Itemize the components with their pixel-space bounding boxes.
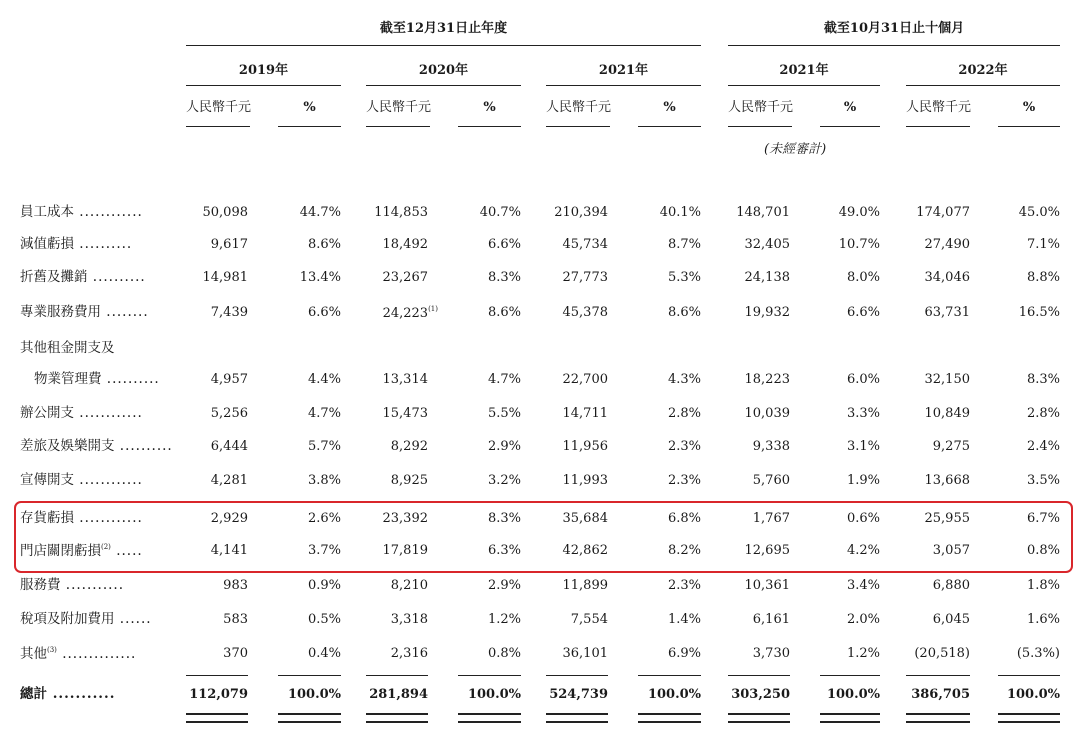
row-label [20, 206, 143, 220]
footnote-marker: (2) [101, 543, 111, 551]
header-group-year-ended-dec: 截至12月31日止年度 [379, 21, 508, 36]
row-label-text: 總計 [20, 686, 47, 702]
unit-rule [638, 126, 701, 127]
row-label [20, 407, 143, 421]
leader-dots: ............ [74, 510, 143, 526]
amount-cell: 174,077 [916, 205, 970, 220]
percent-cell: 6.8% [667, 511, 701, 526]
unit-rule [906, 126, 970, 127]
percent-cell: 10.7% [838, 237, 880, 252]
row-label [20, 544, 143, 559]
amount-cell: 22,700 [562, 372, 608, 387]
amount-cell: 14,981 [202, 270, 248, 285]
amount-cell: 11,956 [562, 439, 608, 454]
percent-cell: 8.3% [1026, 372, 1060, 387]
footnote-marker: (1) [428, 305, 438, 313]
amount-cell: 11,899 [562, 578, 608, 593]
percent-cell: 2.3% [667, 473, 701, 488]
percent-cell: 2.8% [1026, 406, 1060, 421]
row-label [20, 688, 115, 702]
unit-header-amount: 人民幣千元 [546, 100, 612, 115]
percent-cell: 100.0% [647, 687, 701, 702]
amount-cell: 12,695 [744, 543, 790, 558]
total-top-rule [820, 675, 880, 676]
percent-cell: 6.6% [846, 305, 880, 320]
amount-cell: 42,862 [562, 543, 608, 558]
percent-cell: 6.6% [307, 305, 341, 320]
percent-cell: 8.0% [846, 270, 880, 285]
row-label-text: 服務費 [20, 577, 61, 593]
percent-cell: 8.8% [1026, 270, 1060, 285]
percent-cell: 2.8% [667, 406, 701, 421]
total-top-rule [638, 675, 701, 676]
row-label [20, 238, 132, 252]
row-label-text: 專業服務費用 [20, 304, 101, 320]
amount-cell: 5,256 [210, 406, 248, 421]
percent-cell: 0.6% [846, 511, 880, 526]
amount-cell: 34,046 [924, 270, 970, 285]
percent-cell: 2.3% [667, 578, 701, 593]
leader-dots: .......... [74, 236, 133, 252]
leader-dots: .......... [87, 269, 146, 285]
percent-cell: 16.5% [1018, 305, 1060, 320]
amount-cell: 10,849 [924, 406, 970, 421]
percent-cell: 8.6% [307, 237, 341, 252]
unit-rule [546, 126, 610, 127]
year-rule [728, 85, 880, 86]
percent-cell: 8.6% [667, 305, 701, 320]
total-double-rule [366, 713, 428, 715]
unit-header-percent: % [303, 100, 316, 115]
total-double-rule [728, 713, 790, 715]
total-double-rule [278, 721, 341, 723]
year-header-2021-ten-months: 2021年 [779, 63, 829, 78]
row-label-text: 其他租金開支及 [20, 340, 115, 356]
percent-cell: 3.2% [487, 473, 521, 488]
total-double-rule [906, 721, 970, 723]
unit-header-percent: % [663, 100, 676, 115]
percent-cell: 2.6% [307, 511, 341, 526]
amount-cell: 9,275 [932, 439, 970, 454]
percent-cell: 2.9% [487, 439, 521, 454]
percent-cell: 4.7% [307, 406, 341, 421]
total-top-rule [728, 675, 790, 676]
row-label [20, 271, 146, 285]
amount-cell: 27,490 [924, 237, 970, 252]
amount-cell: 19,932 [744, 305, 790, 320]
amount-cell: 6,880 [932, 578, 970, 593]
year-rule [906, 85, 1060, 86]
amount-cell: 303,250 [731, 687, 790, 702]
amount-cell: 23,267 [382, 270, 428, 285]
year-rule [546, 85, 701, 86]
percent-cell: 4.7% [487, 372, 521, 387]
percent-cell: 5.7% [307, 439, 341, 454]
unit-header-percent: % [483, 100, 496, 115]
row-label-text: 宣傳開支 [20, 472, 74, 488]
total-top-rule [998, 675, 1060, 676]
amount-cell: 583 [223, 612, 248, 627]
unit-header-amount: 人民幣千元 [366, 100, 432, 115]
row-label [20, 342, 115, 356]
percent-cell: 2.4% [1026, 439, 1060, 454]
percent-cell: 4.2% [846, 543, 880, 558]
total-double-rule [186, 713, 248, 715]
amount-cell: 8,210 [390, 578, 428, 593]
amount-cell: 10,361 [744, 578, 790, 593]
row-label-text: 員工成本 [20, 204, 74, 220]
percent-cell: 40.7% [479, 205, 521, 220]
total-double-rule [186, 721, 248, 723]
percent-cell: 6.3% [487, 543, 521, 558]
percent-cell: 100.0% [1006, 687, 1060, 702]
percent-cell: 5.3% [667, 270, 701, 285]
leader-dots: .......... [114, 438, 173, 454]
year-header-2020: 2020年 [418, 63, 469, 78]
amount-cell: 9,338 [752, 439, 790, 454]
row-label-text: 減值虧損 [20, 236, 74, 252]
percent-cell: 3.4% [846, 578, 880, 593]
amount-cell: (20,518) [914, 646, 970, 661]
amount-cell: 32,150 [924, 372, 970, 387]
percent-cell: 1.8% [1026, 578, 1060, 593]
percent-cell: 2.0% [846, 612, 880, 627]
row-label-text: 差旅及娛樂開支 [20, 438, 115, 454]
leader-dots: ........ [101, 304, 149, 320]
amount-cell: 45,734 [562, 237, 608, 252]
header-group-ten-months-oct: 截至10月31日止十個月 [823, 21, 965, 36]
percent-cell: 7.1% [1026, 237, 1060, 252]
amount-cell: 386,705 [911, 687, 970, 702]
percent-cell: 0.9% [307, 578, 341, 593]
amount-cell: 35,684 [562, 511, 608, 526]
amount-cell: 6,161 [752, 612, 790, 627]
amount-cell: 50,098 [202, 205, 248, 220]
total-double-rule [458, 721, 521, 723]
percent-cell: 3.1% [846, 439, 880, 454]
amount-cell: 7,439 [210, 305, 248, 320]
row-label-text: 存貨虧損 [20, 510, 74, 526]
amount-cell: 114,853 [374, 205, 428, 220]
amount-cell: 7,554 [570, 612, 608, 627]
total-top-rule [366, 675, 428, 676]
percent-cell: 8.6% [487, 305, 521, 320]
total-double-rule [638, 721, 701, 723]
year-rule [366, 85, 521, 86]
amount-cell: 13,668 [924, 473, 970, 488]
percent-cell: 1.9% [846, 473, 880, 488]
percent-cell: 2.3% [667, 439, 701, 454]
row-label [20, 474, 143, 488]
amount-cell: 63,731 [924, 305, 970, 320]
amount-cell: 27,773 [562, 270, 608, 285]
total-double-rule [820, 721, 880, 723]
amount-cell: 4,957 [210, 372, 248, 387]
percent-cell: 44.7% [299, 205, 341, 220]
amount-cell: 10,039 [744, 406, 790, 421]
amount-cell: 18,492 [382, 237, 428, 252]
total-double-rule [278, 713, 341, 715]
row-label [20, 579, 124, 593]
unit-rule [278, 126, 341, 127]
unit-rule [820, 126, 880, 127]
percent-cell: 1.2% [487, 612, 521, 627]
leader-dots: ..... [110, 543, 143, 559]
amount-cell: 13,314 [382, 372, 428, 387]
total-double-rule [458, 713, 521, 715]
percent-cell: 45.0% [1018, 205, 1060, 220]
amount-cell: 32,405 [744, 237, 790, 252]
unit-header-amount: 人民幣千元 [728, 100, 794, 115]
row-label-text: 稅項及附加費用 [20, 611, 115, 627]
total-double-rule [546, 713, 608, 715]
amount-cell: 281,894 [369, 687, 428, 702]
leader-dots: ........... [47, 686, 116, 702]
year-rule [186, 85, 341, 86]
total-top-rule [458, 675, 521, 676]
percent-cell: 8.7% [667, 237, 701, 252]
year-header-2021: 2021年 [598, 63, 649, 78]
unit-header-percent: % [843, 100, 857, 115]
total-double-rule [366, 721, 428, 723]
row-label-text: 物業管理費 [34, 371, 102, 387]
total-top-rule [906, 675, 970, 676]
amount-cell: 8,925 [390, 473, 428, 488]
amount-cell: 17,819 [382, 543, 428, 558]
group2-rule [728, 45, 1060, 46]
total-double-rule [998, 721, 1060, 723]
amount-cell: 3,057 [932, 543, 970, 558]
leader-dots: ............ [74, 204, 143, 220]
unit-rule [366, 126, 430, 127]
percent-cell: 6.0% [846, 372, 880, 387]
leader-dots: .......... [101, 371, 160, 387]
percent-cell: (5.3%) [1016, 646, 1060, 661]
percent-cell: 0.5% [307, 612, 341, 627]
amount-cell: 4,281 [210, 473, 248, 488]
percent-cell: 3.8% [307, 473, 341, 488]
amount-cell: 25,955 [924, 511, 970, 526]
row-label [20, 512, 143, 526]
amount-cell: 524,739 [549, 687, 608, 702]
total-top-rule [546, 675, 608, 676]
amount-cell: 23,392 [382, 511, 428, 526]
year-header-2019: 2019年 [238, 63, 289, 78]
amount-cell: 14,711 [562, 406, 608, 421]
percent-cell: 1.2% [846, 646, 880, 661]
unit-header-amount: 人民幣千元 [186, 100, 252, 115]
unit-header-percent: % [1022, 100, 1036, 115]
percent-cell: 8.2% [667, 543, 701, 558]
leader-dots: ........... [60, 577, 124, 593]
amount-cell: 2,316 [390, 646, 428, 661]
leader-dots: ............ [74, 472, 143, 488]
percent-cell: 3.3% [846, 406, 880, 421]
amount-cell: 2,929 [210, 511, 248, 526]
total-double-rule [728, 721, 790, 723]
percent-cell: 100.0% [826, 687, 880, 702]
amount-cell: 45,378 [562, 305, 608, 320]
percent-cell: 6.6% [487, 237, 521, 252]
percent-cell: 100.0% [467, 687, 521, 702]
row-label-text: 辦公開支 [20, 405, 74, 421]
row-label [34, 373, 160, 387]
unit-header-amount: 人民幣千元 [906, 100, 972, 115]
amount-cell: 1,767 [752, 511, 790, 526]
percent-cell: 0.8% [487, 646, 521, 661]
leader-dots: .............. [56, 646, 137, 662]
total-top-rule [186, 675, 248, 676]
percent-cell: 6.7% [1026, 511, 1060, 526]
percent-cell: 0.8% [1026, 543, 1060, 558]
amount-cell: 6,045 [932, 612, 970, 627]
amount-cell: 24,223$^{(1)}$ [382, 305, 438, 321]
row-label [20, 647, 136, 662]
amount-cell: 24,138 [744, 270, 790, 285]
unit-rule [458, 126, 521, 127]
percent-cell: 40.1% [659, 205, 701, 220]
leader-dots: ............ [74, 405, 143, 421]
year-header-2022: 2022年 [958, 63, 1008, 78]
amount-cell: 112,079 [189, 687, 248, 702]
percent-cell: 1.4% [667, 612, 701, 627]
row-label [20, 613, 152, 627]
percent-cell: 4.4% [307, 372, 341, 387]
row-label-text: 其他 [20, 646, 47, 662]
amount-cell: 5,760 [752, 473, 790, 488]
total-double-rule [546, 721, 608, 723]
amount-cell: 6,444 [210, 439, 248, 454]
total-double-rule [820, 713, 880, 715]
percent-cell: 3.5% [1026, 473, 1060, 488]
total-top-rule [278, 675, 341, 676]
amount-cell: 983 [223, 578, 248, 593]
unit-rule [728, 126, 792, 127]
unaudited-note: (未經審計) [764, 142, 827, 157]
percent-cell: 5.5% [487, 406, 521, 421]
percent-cell: 3.7% [307, 543, 341, 558]
total-double-rule [998, 713, 1060, 715]
unit-rule [186, 126, 250, 127]
percent-cell: 0.4% [307, 646, 341, 661]
percent-cell: 4.3% [667, 372, 701, 387]
amount-cell: 370 [223, 646, 248, 661]
amount-cell: 15,473 [382, 406, 428, 421]
percent-cell: 6.9% [667, 646, 701, 661]
total-double-rule [906, 713, 970, 715]
percent-cell: 1.6% [1026, 612, 1060, 627]
row-label-text: 折舊及攤銷 [20, 269, 88, 285]
percent-cell: 8.3% [487, 270, 521, 285]
amount-cell: 9,617 [210, 237, 248, 252]
amount-cell: 36,101 [562, 646, 608, 661]
leader-dots: ...... [114, 611, 152, 627]
row-label-text: 門店關閉虧損 [20, 543, 101, 559]
amount-cell: 3,730 [752, 646, 790, 661]
footnote-marker: (3) [47, 646, 57, 654]
amount-cell: 11,993 [562, 473, 608, 488]
amount-cell: 3,318 [390, 612, 428, 627]
percent-cell: 8.3% [487, 511, 521, 526]
percent-cell: 13.4% [299, 270, 341, 285]
amount-cell: 8,292 [390, 439, 428, 454]
amount-cell: 18,223 [744, 372, 790, 387]
amount-cell: 4,141 [210, 543, 248, 558]
unit-rule [998, 126, 1060, 127]
amount-cell: 148,701 [736, 205, 790, 220]
percent-cell: 2.9% [487, 578, 521, 593]
amount-cell: 210,394 [554, 205, 608, 220]
row-label [20, 306, 149, 320]
total-double-rule [638, 713, 701, 715]
group1-rule [186, 45, 701, 46]
percent-cell: 100.0% [287, 687, 341, 702]
percent-cell: 49.0% [838, 205, 880, 220]
